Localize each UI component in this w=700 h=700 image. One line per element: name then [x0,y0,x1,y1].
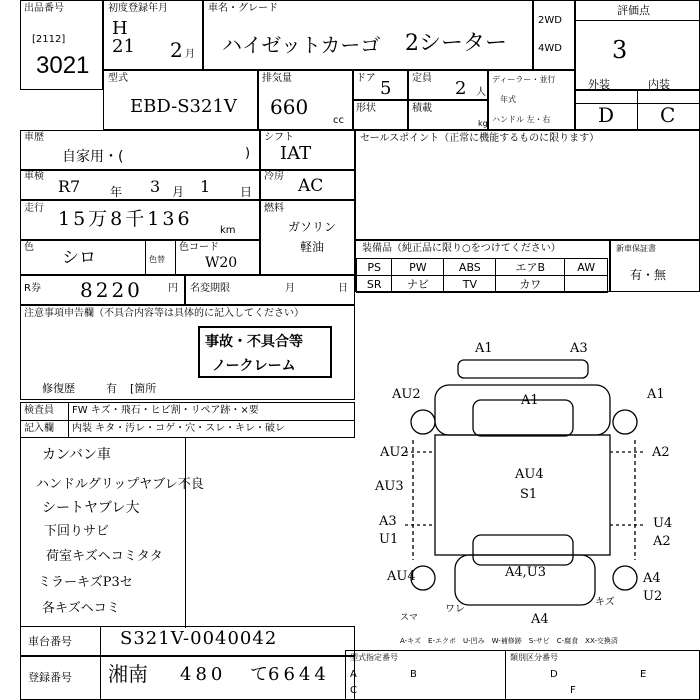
mark-a3-left: A3 [379,514,397,529]
color-code: W20 [205,255,238,271]
checker-row-2: 内装 キタ・汚レ・コゲ・穴・スレ・キレ・破レ [72,423,285,434]
lot-label: 出品番号 [24,3,64,14]
mark-a3-top: A3 [570,341,588,356]
exterior-grade: D [598,103,615,127]
history-label: 車歴 [24,132,44,143]
repair-places: [箇所 [130,382,157,395]
spec-c: C [350,685,357,696]
inspection-day: 1 [200,177,211,196]
stamp-line2: ノークレーム [212,358,296,374]
color-label: 色 [24,242,34,253]
chassis-value: S321V-0040042 [120,628,278,649]
equip-airbag[interactable]: エアB [496,259,565,276]
remark-4: 下回りサビ [44,524,110,539]
remark-6: ミラーキズP3セ [38,575,133,590]
checker-label-1: 検査員 [24,405,54,416]
mark-a1-roof: A1 [521,393,539,408]
cooling-value: AC [298,176,324,196]
first-reg-era: H [112,18,128,39]
sales-point-label: セールスポイント（正常に機能するものに限ります） [360,133,600,144]
drive-2wd: 2WD [538,15,562,26]
inspection-month: 3 [150,177,161,196]
diagram-legend: A-キズ E-エクボ U-凹み W-補修跡 S-サビ C-腐食 XX-交換済 [400,637,618,645]
dealer-year-label: 年式 [500,95,516,104]
remark-2: ハンドルグリップヤブレ不良 [36,477,204,492]
history-close: ) [245,146,251,161]
exterior-label: 外装 [588,78,610,91]
spec-b: B [410,669,417,680]
drive-box [533,0,575,70]
chassis-label: 車台番号 [28,635,72,648]
mark-a2-side: A2 [652,445,670,460]
mark-s1: S1 [520,487,538,502]
repair-label: 修復歴 [42,382,75,395]
mark-u1: U1 [379,532,399,547]
color-value: シロ [62,248,96,268]
capacity-unit: 人 [476,87,486,98]
plate-number: 6644 [268,664,330,685]
inspection-year-unit: 年 [110,185,123,199]
mark-au2-left: AU2 [392,387,421,402]
capacity-value: 2 [455,78,467,99]
inspection-box [20,170,260,200]
remark-7: 各キズヘコミ [42,601,120,616]
doors-value: 5 [380,78,392,99]
fuel-gas: ガソリン [288,220,337,234]
mark-au4-rear: AU4 [387,569,416,584]
plate-class: 480 [180,664,227,685]
lot-number: 3021 [36,52,90,79]
equipment-grid [356,258,608,293]
spec-d: D [550,669,558,680]
mileage-unit: km [220,225,236,236]
equip-navi[interactable]: ナビ [392,276,444,293]
drive-4wd: 4WD [538,43,562,54]
shift-value: IAT [280,143,312,164]
mark-a4-right: A4 [643,571,661,586]
remark-5: 荷室キズヘコミタタ [46,549,163,564]
equip-abs[interactable]: ABS [444,259,496,276]
mark-u4: U4 [653,516,673,531]
car-seats-value: 2シーター [405,31,507,56]
equip-ps[interactable]: PS [357,259,392,276]
capacity-label: 定員 [412,73,432,84]
warranty-label: 新車保証書 [616,244,656,253]
mark-a1-top: A1 [475,341,493,356]
equip-pw[interactable]: PW [392,259,444,276]
mark-au3: AU3 [375,479,404,494]
interior-label: 内装 [648,78,670,91]
equip-leather[interactable]: カワ [496,276,565,293]
color-code-label: 色コード [179,242,219,253]
plate-kana: て [250,664,268,685]
score-label: 評価点 [617,4,650,17]
name-change-day: 日 [338,283,348,294]
interior-grade: C [660,103,676,127]
cooling-label: 冷房 [264,171,284,182]
mark-ware: ワレ [445,604,465,615]
equip-empty [565,276,608,293]
first-reg-month: 2 [170,38,183,62]
load-unit: kg [478,119,488,128]
score-value: 3 [612,36,628,64]
doors-label: ドア [356,73,376,84]
car-name-label: 車名・グレード [208,3,278,14]
recycle-unit: 円 [168,283,178,294]
mileage-value: 15万8千136 [58,208,193,230]
displacement-value: 660 [270,95,309,119]
remark-1: カンバン車 [42,447,112,463]
inspection-month-unit: 月 [172,185,185,199]
plate-region: 湘南 [108,662,148,686]
load-label: 積載 [412,103,432,114]
displacement-label: 排気量 [262,73,292,84]
damage-diagram [355,330,700,630]
equip-aw[interactable]: AW [565,259,608,276]
fuel-label: 燃料 [264,203,284,214]
mark-u2: U2 [643,589,663,604]
car-name-value: ハイゼットカーゴ [222,33,381,57]
stamp-line1: 事故・不具合等 [205,334,303,350]
mark-au4-center: AU4 [515,467,544,482]
mark-kizu: キズ [595,597,615,608]
mark-a1-right: A1 [647,387,665,402]
recycle-value: 8220 [80,278,143,302]
first-reg-year: 21 [112,36,135,57]
mark-a2-right: A2 [653,534,671,549]
equip-sr[interactable]: SR [357,276,392,293]
history-box [20,130,260,170]
type-spec-label: 型式指定番号 [350,653,398,662]
repair-value: 有 [106,382,117,395]
warranty-value: 有・無 [630,268,667,282]
recycle-label: R券 [24,283,41,294]
color-change-label: 色替 [149,255,165,264]
shift-label: シフト [264,132,294,143]
inspection-day-unit: 日 [240,185,253,199]
name-change-month: 月 [285,283,295,294]
mark-a4-u3: A4,U3 [505,565,547,580]
mileage-label: 走行 [24,203,44,214]
remark-3: シートヤブレ大 [42,500,140,516]
body-type-label: 形状 [356,103,376,114]
spec-a: A [350,669,357,680]
first-reg-month-unit: 月 [185,49,195,60]
inspection-era: R7 [58,177,81,196]
spec-e: E [640,669,647,680]
history-value: 自家用・( [62,149,124,165]
equipment-label: 装備品（純正品に限り○をつけてください） [362,243,561,254]
lot-code: [2112] [32,34,66,45]
first-reg-label: 初度登録年月 [108,3,168,14]
notes-label: 注意事項申告欄（不具合内容等は具体的に記入してください） [24,308,304,319]
equip-tv[interactable]: TV [444,276,496,293]
model-label: 型式 [108,73,128,84]
dealer-label: ディーラー・並行 [492,75,556,84]
displacement-unit: cc [333,115,344,126]
model-value: EBD-S321V [130,96,237,117]
plate-label: 登録番号 [28,671,72,684]
dealer-handle-label: ハンドル 左・右 [492,115,551,124]
checker-label-2: 記入欄 [24,423,54,434]
mark-a4-bottom: A4 [531,612,549,627]
spec-f: F [570,685,576,696]
mark-suma: スマ [400,613,418,623]
fuel-diesel: 軽油 [300,240,325,254]
inspection-label: 車検 [24,171,44,182]
checker-row-1: FW キズ・飛石・ヒビ割・リペア跡・×要 [72,405,259,416]
sales-point-box [355,130,700,240]
class-spec-label: 類別区分番号 [510,653,558,662]
name-change-label: 名変期限 [190,283,230,294]
mark-au2-side: AU2 [380,445,409,460]
